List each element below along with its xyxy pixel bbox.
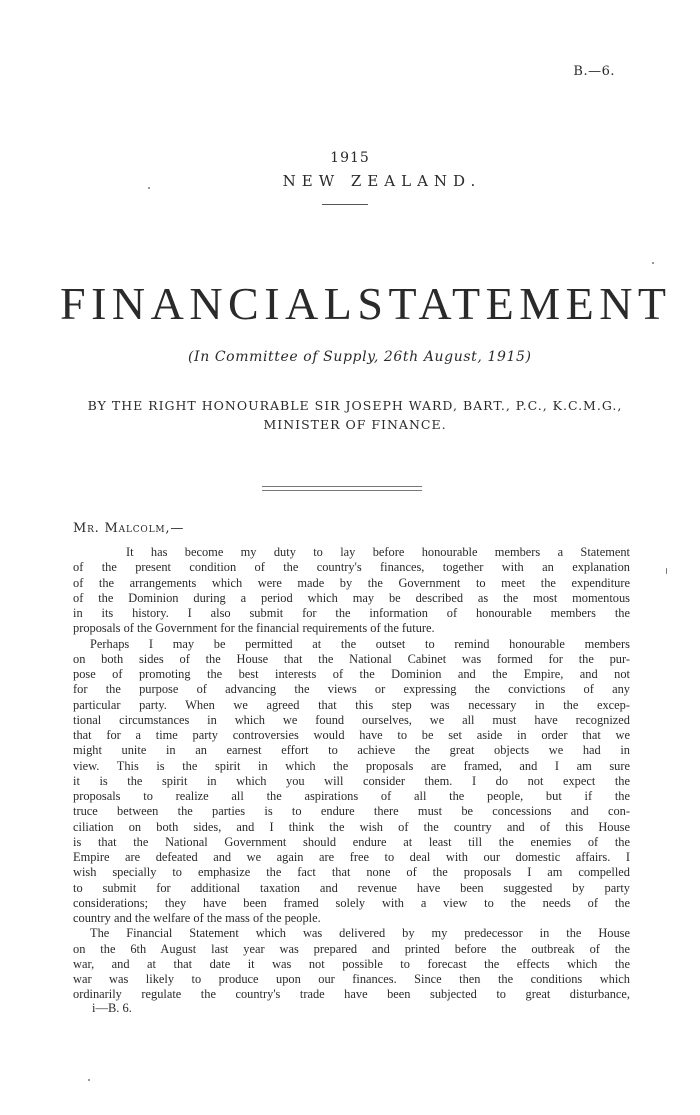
scan-speck [148,187,150,189]
paragraph-line: considerations; they have been framed solely with a view to the needs of the [73,895,630,910]
paragraph-line: The Financial Statement which was delivered by my predecessor in the House [90,926,630,941]
paragraph-line: particular party. When we agreed that this step was necessary in the excep- [73,697,630,712]
paragraph-line: in its history. I also submit for the information of honourable members the [73,606,630,620]
paragraph-line: truce between the parties is to endure there must be concessions and con- [73,804,630,819]
byline-office: MINISTER OF FINANCE. [263,417,447,432]
paragraph-line: Perhaps I may be permitted at the outset to remind honourable members [90,636,630,651]
paragraph-line: tional circumstances in which we found ourselves, we all must have recognized [73,712,630,727]
paragraph-line: of the arrangements which were made by the Government to meet the expenditure [73,575,630,590]
paragraph-line: country and the welfare of the mass of the people. [73,911,321,925]
paragraph-line: of the present condition of the country's finances, together with an explanation [73,560,630,575]
country-heading: NEW ZEALAND. [282,172,482,190]
paragraph-line: to submit for additional taxation and revenue have been suggested by party [73,880,630,895]
paragraph-line: is that the National Government should endure at least till the enemies of the [73,834,630,849]
paragraph-line: on the 6th August last year was prepared and printed before the outbreak of the [73,941,630,956]
paragraph-line: It has become my duty to lay before honourable members a Statement [126,545,630,559]
paragraph-line: wish specially to emphasize the fact that none of the proposals I am compelled [73,865,630,880]
paragraph-line: on both sides of the House that the National Cabinet was formed for the pur- [73,651,630,666]
signature-mark: i—B. 6. [92,1001,132,1015]
main-title [60,278,672,329]
paragraph-1 [73,545,630,637]
paragraph-line: for the purpose of advancing the views or expressing the convictions of any [73,682,630,697]
paragraph-line: proposals to realize all the aspirations of all the people, but if the [73,789,630,803]
paragraph-line: Empire are defeated and we again are free to deal with our domestic affairs. I [73,850,630,864]
paragraph-line: it is the spirit in which you will consider them. I do not expect the [73,773,630,788]
scan-speck [88,1079,90,1081]
paragraph-line: might unite in an earnest effort to achieve the great objects we had in [73,743,630,758]
scan-speck [652,262,654,264]
page-reference: B.—6. [573,64,615,79]
byline-author: BY THE RIGHT HONOURABLE SIR JOSEPH WARD, BART., P.C., K.C.M.G., [87,398,623,413]
paragraph-line: proposals of the Government for the financial requirements of the future. [73,621,435,636]
main-title-word-1: FINANCIAL [60,278,358,329]
paragraph-line: ciliation on both sides, and I think the wish of the country and of this House [73,819,630,834]
paragraph-line: war, and at that date it was not possible to forecast the effects which the [73,956,630,971]
paragraph-2 [73,637,630,927]
short-divider [322,204,368,205]
paragraph-line: view. This is the spirit in which the proposals are framed, and I am sure [73,758,630,773]
byline [0,396,700,434]
main-title-word-2: STATEMENT [357,278,672,329]
salutation: Mr. Malcolm,— [73,521,185,536]
year: 1915 [330,150,370,166]
paragraph-line: that for a time party controversies would have to be set aside in order that we [73,728,630,742]
paragraph-line: of the Dominion during a period which may be described as the most momentous [73,590,630,605]
scan-speck [666,568,667,574]
double-divider [262,486,422,491]
paragraph-line: pose of promoting the best interests of the Dominion and the Empire, and not [73,667,630,681]
paragraph-line: ordinarily regulate the country's trade have been subjected to great disturbance, [73,987,630,1002]
body-text [73,545,630,1003]
subtitle: (In Committee of Supply, 26th August, 1915) [188,349,532,365]
paragraph-3 [73,926,630,1002]
paragraph-line: war was likely to produce upon our finances. Since then the conditions which [73,972,630,986]
